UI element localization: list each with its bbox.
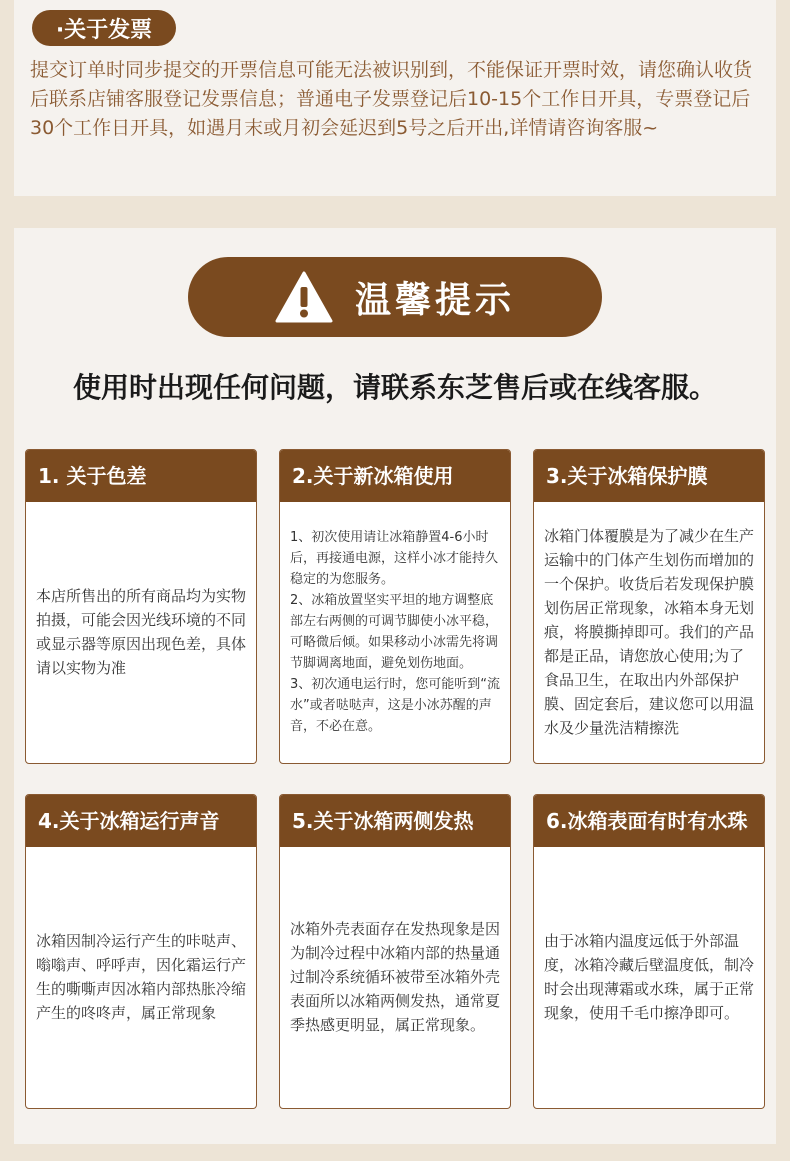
reminder-banner bbox=[188, 257, 602, 337]
invoice-title: ·关于发票 bbox=[32, 10, 176, 46]
card-protective-film bbox=[533, 449, 765, 764]
card-operating-sound bbox=[25, 794, 257, 1109]
card-new-fridge-use bbox=[279, 449, 511, 764]
card-body bbox=[280, 502, 510, 762]
card-text: 1、初次使用请让冰箱静置4-6小时后，再接通电源，这样小冰才能持久稳定的为您服务。 2、冰箱放置坚实平坦的地方调整底部左右两侧的可调节脚使小冰平稳，可略微后倾。如果移动小冰需先将调节脚调离地面，避免划伤地面。 3、初次通电运行时，您可能听到“流水”或者哒哒声，这是小冰苏醒的声音，不必在意。 bbox=[290, 530, 501, 734]
card-body bbox=[26, 502, 256, 762]
card-text: 冰箱外壳表面存在发热现象是因为制冷过程中冰箱内部的热量通过制冷系统循环被带至冰箱外壳表面所以冰箱两侧发热，通常夏季热感更明显，属正常现象。 bbox=[290, 920, 501, 1034]
card-side-heating bbox=[279, 794, 511, 1109]
card-title: 1. 关于色差 bbox=[26, 450, 256, 502]
card-title: 2.关于新冰箱使用 bbox=[280, 450, 510, 502]
card-title: 5.关于冰箱两侧发热 bbox=[280, 795, 510, 847]
reminder-title: 温馨提示 bbox=[354, 279, 515, 321]
card-color-difference bbox=[25, 449, 257, 764]
card-text: 冰箱门体覆膜是为了减少在生产运输中的门体产生划伤而增加的一个保护。收货后若发现保护膜划伤居正常现象，冰箱本身无划痕，将膜撕掉即可。我们的产品都是正品，请您放心使用;为了食品卫生，在取出内外部保护膜、固定套后，建议您可以用温水及少量洗洁精擦洗 bbox=[544, 527, 755, 737]
card-surface-condensation bbox=[533, 794, 765, 1109]
card-body bbox=[26, 847, 256, 1107]
warning-icon bbox=[275, 271, 333, 323]
card-title: 3.关于冰箱保护膜 bbox=[534, 450, 764, 502]
service-headline: 使用时出现任何问题，请联系东芝售后或在线客服。 bbox=[72, 371, 717, 404]
card-body bbox=[280, 847, 510, 1107]
card-body bbox=[534, 502, 764, 762]
card-title: 4.关于冰箱运行声音 bbox=[26, 795, 256, 847]
card-text: 冰箱因制冷运行产生的咔哒声、嗡嗡声、呼呼声，因化霜运行产生的嘶嘶声因冰箱内部热胀冷缩产生的咚咚声，属正常现象 bbox=[36, 932, 247, 1022]
card-text: 由于冰箱内温度远低于外部温度，冰箱冷藏后壁温度低，制冷时会出现薄霜或水珠，属于正常现象，使用千毛巾擦净即可。 bbox=[544, 932, 755, 1022]
invoice-notice: 提交订单时同步提交的开票信息可能无法被识别到，不能保证开票时效，请您确认收货后联系店铺客服登记发票信息；普通电子发票登记后10-15个工作日开具，专票登记后30个工作日开具，如遇月末或月初会延迟到5号之后开出,详情请咨询客服~ bbox=[30, 59, 753, 139]
card-text: 本店所售出的所有商品均为实物拍摄，可能会因光线环境的不同或显示器等原因出现色差，具体请以实物为准 bbox=[36, 587, 247, 677]
card-body bbox=[534, 847, 764, 1107]
card-title: 6.冰箱表面有时有水珠 bbox=[534, 795, 764, 847]
